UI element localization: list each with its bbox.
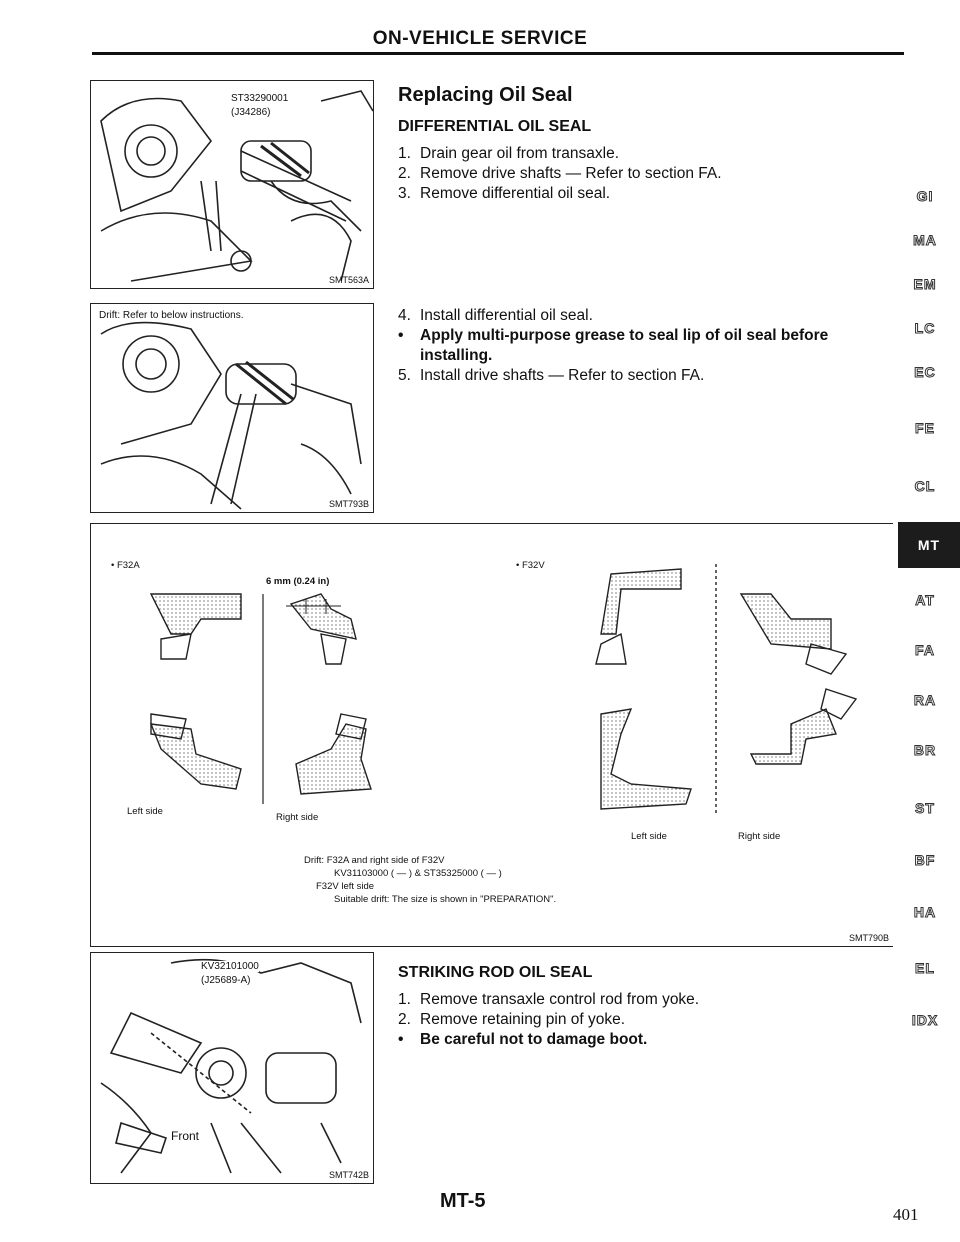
figure-id: SMT793B (328, 499, 369, 509)
side-tab-cl[interactable]: CL (914, 478, 936, 494)
tool-alt-number-label: (J34286) (231, 107, 271, 118)
side-tab-gi[interactable]: GI (916, 188, 934, 204)
front-direction-label: Front (171, 1129, 200, 1143)
figure-striking-rod (90, 952, 374, 1184)
footer-page-code: MT-5 (440, 1190, 486, 1212)
drift-note-line: Suitable drift: The size is shown in "PREPARATION". (334, 894, 557, 905)
side-tab-ra[interactable]: RA (913, 692, 937, 708)
figure-id: SMT563A (328, 275, 369, 285)
side-tab-em[interactable]: EM (913, 276, 937, 292)
drift-note-line: KV31103000 ( — ) & ST35325000 ( — ) (334, 868, 502, 879)
side-tab-fe[interactable]: FE (915, 420, 935, 436)
section-title: Replacing Oil Seal (398, 84, 573, 106)
striking-subhead: STRIKING ROD OIL SEAL (398, 964, 593, 981)
side-tab-bf[interactable]: BF (914, 852, 936, 868)
step-item: 2. Remove drive shafts — Refer to section FA. (398, 165, 722, 182)
figure-illustration (91, 953, 373, 1183)
side-tab-mt[interactable]: MT (898, 522, 960, 568)
footer-page-number: 401 (893, 1205, 919, 1224)
figure-install-oil-seal (90, 303, 374, 513)
side-tab-br[interactable]: BR (913, 742, 937, 758)
step-item: 1. Remove transaxle control rod from yoke. (398, 991, 700, 1008)
figure-id: SMT790B (848, 933, 889, 943)
side-tab-at[interactable]: AT (915, 592, 935, 608)
figure-illustration (91, 304, 373, 512)
step-item: 1. Drain gear oil from transaxle. (398, 145, 619, 162)
side-tab-lc[interactable]: LC (914, 320, 936, 336)
step-item: 3. Remove differential oil seal. (398, 185, 611, 202)
figure-drift-diagram (90, 523, 893, 947)
side-tab-st[interactable]: ST (915, 800, 935, 816)
tool-number-label: ST33290001 (231, 93, 289, 104)
drift-note-line: F32V left side (316, 881, 375, 892)
side-tab-ha[interactable]: HA (913, 904, 937, 920)
step-item: 2. Remove retaining pin of yoke. (398, 1011, 626, 1028)
drift-note-line: Drift: F32A and right side of F32V (304, 855, 445, 866)
left-side-label: Left side (127, 806, 163, 817)
model-label-f32a: • F32A (111, 560, 140, 571)
side-tab-fa[interactable]: FA (915, 642, 935, 658)
drift-instruction-label: Drift: Refer to below instructions. (99, 310, 244, 321)
tool-alt-number-label: (J25689-A) (201, 975, 251, 986)
differential-subhead: DIFFERENTIAL OIL SEAL (398, 118, 592, 135)
figure-remove-oil-seal (90, 80, 374, 289)
figure-illustration (91, 524, 893, 946)
step-item-caution: • Apply multi-purpose grease to seal lip of oil seal before installing. (398, 327, 829, 364)
right-side-label-f32v: Right side (738, 831, 781, 842)
step-item-caution: • Be careful not to damage boot. (398, 1031, 648, 1048)
differential-steps-a (398, 144, 888, 204)
differential-steps-b (398, 306, 893, 386)
side-tab-el[interactable]: EL (915, 960, 935, 976)
tool-number-label: KV32101000 (201, 961, 259, 972)
header-rule (92, 52, 904, 55)
page-header-title: ON-VEHICLE SERVICE (372, 28, 588, 49)
side-tab-ec[interactable]: EC (914, 364, 936, 380)
right-side-label: Right side (276, 812, 319, 823)
step-item: 5. Install drive shafts — Refer to section FA. (398, 367, 705, 384)
dimension-label: 6 mm (0.24 in) (266, 576, 330, 587)
striking-steps (398, 990, 888, 1050)
side-tab-idx[interactable]: IDX (911, 1012, 939, 1028)
step-item: 4. Install differential oil seal. (398, 307, 593, 324)
left-side-label-f32v: Left side (631, 831, 667, 842)
figure-id: SMT742B (328, 1170, 369, 1180)
model-label-f32v: • F32V (516, 560, 545, 571)
side-tab-ma[interactable]: MA (913, 232, 937, 248)
